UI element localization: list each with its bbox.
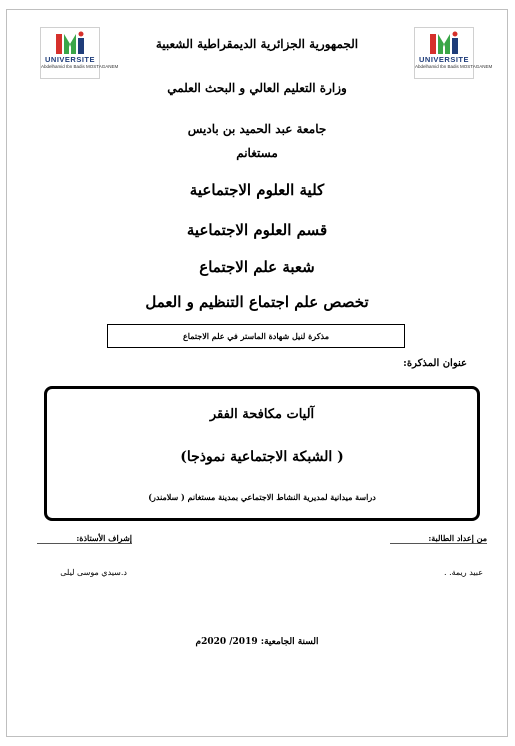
thesis-main-title: آليات مكافحة الفقر	[209, 407, 315, 422]
faculty-line: كلية العلوم الاجتماعية	[189, 181, 325, 199]
city-line: مستغانم	[236, 146, 278, 160]
supervisor-label-underline	[37, 543, 132, 544]
republic-line: الجمهورية الجزائرية الديمقراطية الشعبية	[155, 37, 359, 51]
student-label-underline	[390, 543, 487, 544]
university-emblem-icon	[53, 30, 87, 56]
branch-line: شعبة علم الاجتماع	[199, 258, 315, 276]
university-logo-right	[414, 27, 493, 79]
document-page	[6, 9, 508, 737]
title-label: عنوان المذكرة:	[403, 358, 467, 369]
logo-subtext: Abdelhamid Ibn Badis MOSTAGANEM	[415, 64, 493, 69]
thesis-subtitle: ( الشبكة الاجتماعية نموذجا)	[180, 449, 344, 465]
university-line: جامعة عبد الحميد بن باديس	[187, 122, 327, 136]
university-logo-left	[40, 27, 119, 79]
logo-university-text: UNIVERSITE	[418, 55, 469, 64]
thesis-note-box: مذكرة لنيل شهادة الماستر في علم الاجتماع	[107, 324, 405, 348]
supervisor-label: إشراف الأستاذة:	[76, 533, 132, 543]
university-emblem-icon	[427, 30, 461, 56]
academic-year: السنة الجامعية: 2019/ 2020م	[195, 637, 319, 647]
department-line: قسم العلوم الاجتماعية	[186, 221, 328, 239]
student-name: عبيد ريمة. .	[444, 568, 483, 577]
thesis-title-frame	[44, 386, 480, 521]
logo-subtext: Abdelhamid Ibn Badis MOSTAGANEM	[41, 64, 119, 69]
supervisor-name: د.سيدي موسى ليلى	[60, 568, 127, 577]
specialty-line: تخصص علم اجتماع التنظيم و العمل	[145, 293, 369, 311]
student-label: من إعداد الطالبة:	[428, 533, 487, 543]
thesis-study-line: دراسة ميدانية لمديرية النشاط الاجتماعي بمدينة مستغانم ( سلامندر)	[148, 492, 376, 502]
ministry-line: وزارة التعليم العالي و البحث العلمي	[167, 81, 347, 95]
logo-university-text: UNIVERSITE	[44, 55, 95, 64]
